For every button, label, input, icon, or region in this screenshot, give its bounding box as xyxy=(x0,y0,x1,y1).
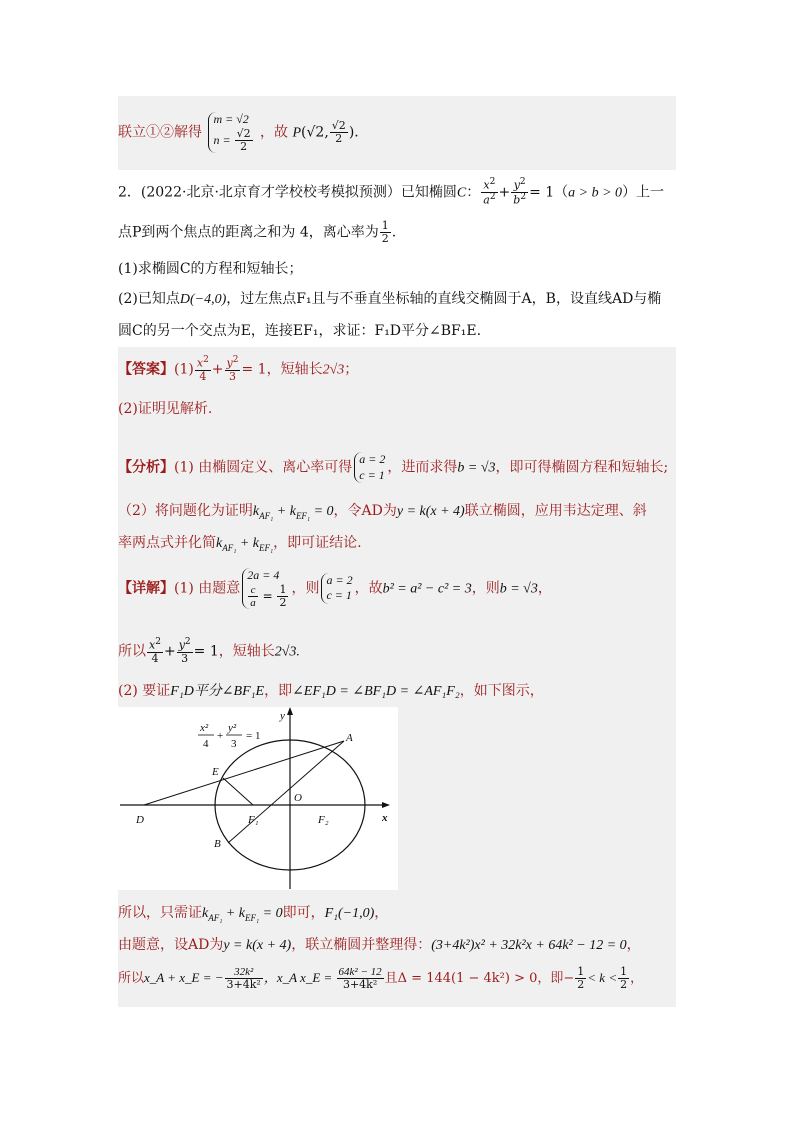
detail-line-5: 由题意，设AD为y = k(x + 4)，联立椭圆并整理得：(3+4k²)x² + 32k²x + 64k² − 12 = 0， xyxy=(118,937,641,953)
question-part-2-line-2: 圆C的另一个交点为E，连接EF₁，求证：F₁D平分∠BF₁E. xyxy=(118,323,482,339)
figure-label-F2: F₂ xyxy=(318,814,329,826)
detail-line-3: (2) 要证F₁D平分∠BF₁E，即∠EF₁D = ∠BF₁D = ∠AF₁F₂，如下图示， xyxy=(118,683,544,699)
svg-text:y²: y² xyxy=(228,722,237,734)
svg-text:= 1: = 1 xyxy=(246,730,261,742)
detail-line-4: 所以，只需证$k_{AF_1} + k_{EF_1} = 0$即可，F₁(−1,0)， xyxy=(118,905,389,923)
question-part-2-line-1: (2)已知点D(−4,0)，过左焦点F₁且与不垂直坐标轴的直线交椭圆于A，B，设直线AD与椭 xyxy=(118,291,662,307)
detail-line-2: 所以 $\frac{x^2}{4}$ + $\frac{y^2}{3}$ = 1，短轴长2√3. xyxy=(118,637,300,665)
figure-label-y: y xyxy=(280,710,285,722)
prev-solution-line: 联立①②解得 m = √2 n = $\frac{√2}{2}$ ，故 P(√2, $\frac{√2}{2}$ ). xyxy=(118,112,359,153)
question-line-2: 点P到两个焦点的距离之和为 4，离心率为 $\frac{1}{2}$ . xyxy=(118,219,397,246)
figure-label-D: D xyxy=(136,814,144,826)
prev-system: m = √2 n = $\frac{√2}{2}$ xyxy=(208,112,253,153)
figure-label-O: O xyxy=(294,792,302,804)
analysis-line-3: 率两点式并化简$k_{AF_1} + k_{EF_1}$，即可证结论. xyxy=(118,535,362,553)
figure-label-A: A xyxy=(346,732,353,744)
figure-label-x: x xyxy=(382,812,388,824)
answer-line-2: (2)证明见解析. xyxy=(118,401,213,417)
ellipse-figure xyxy=(118,707,398,890)
detail-line-6: 所以x_A + x_E = − $\frac{\text{32k²}}{\text{3+4k²}}$ ，x_A x_E = $\frac{\text{64k² − 12}}{\text{3+4k²}}$ 且Δ = 144(1 − 4k²) > 0，即− $\frac{1}{2}$ < k < $\frac{1}{2}$ ， xyxy=(118,965,644,992)
question-line-1: 2．(2022·北京·北京育才学校校考模拟预测）已知椭圆C： $\frac{x^2}{a^2}$ + $\frac{y^2}{b^2}$ = 1（a > b > 0）上一 xyxy=(118,177,665,207)
analysis-line-2: （2）将问题化为证明$k_{AF_1} + k_{EF_1} = 0$，令AD为y = k(x + 4)联立椭圆，应用韦达定理、斜 xyxy=(118,503,647,521)
analysis-line-1: 【分析】(1) 由椭圆定义、离心率可得 a = 2 c = 1 ，进而求得b = √3，即可得椭圆方程和短轴长; xyxy=(118,452,669,482)
analysis-tag: 【分析】 xyxy=(118,459,174,476)
figure-label-F1: F₁ xyxy=(248,814,259,826)
answer-line-1: 【答案】(1) $\frac{x^2}{4}$ + $\frac{y^2}{3}$ = 1，短轴长2√3； xyxy=(118,355,359,383)
svg-text:3: 3 xyxy=(231,738,237,750)
detail-tag: 【详解】 xyxy=(118,580,174,597)
figure-label-E: E xyxy=(212,766,219,778)
figure-label-B: B xyxy=(214,838,221,850)
answer-tag: 【答案】 xyxy=(118,361,174,378)
svg-text:+: + xyxy=(217,730,224,742)
svg-text:x²: x² xyxy=(200,722,209,734)
svg-text:4: 4 xyxy=(203,738,209,750)
detail-line-1: 【详解】(1) 由题意 2a = 4 $\frac{c}{a}$ = $\frac{1}{2}$ ，则 a = 2 c = 1 ，故b² = a² − c² = 3，则b = √3， xyxy=(118,568,552,609)
question-part-1: (1)求椭圆C的方程和短轴长； xyxy=(118,261,303,277)
